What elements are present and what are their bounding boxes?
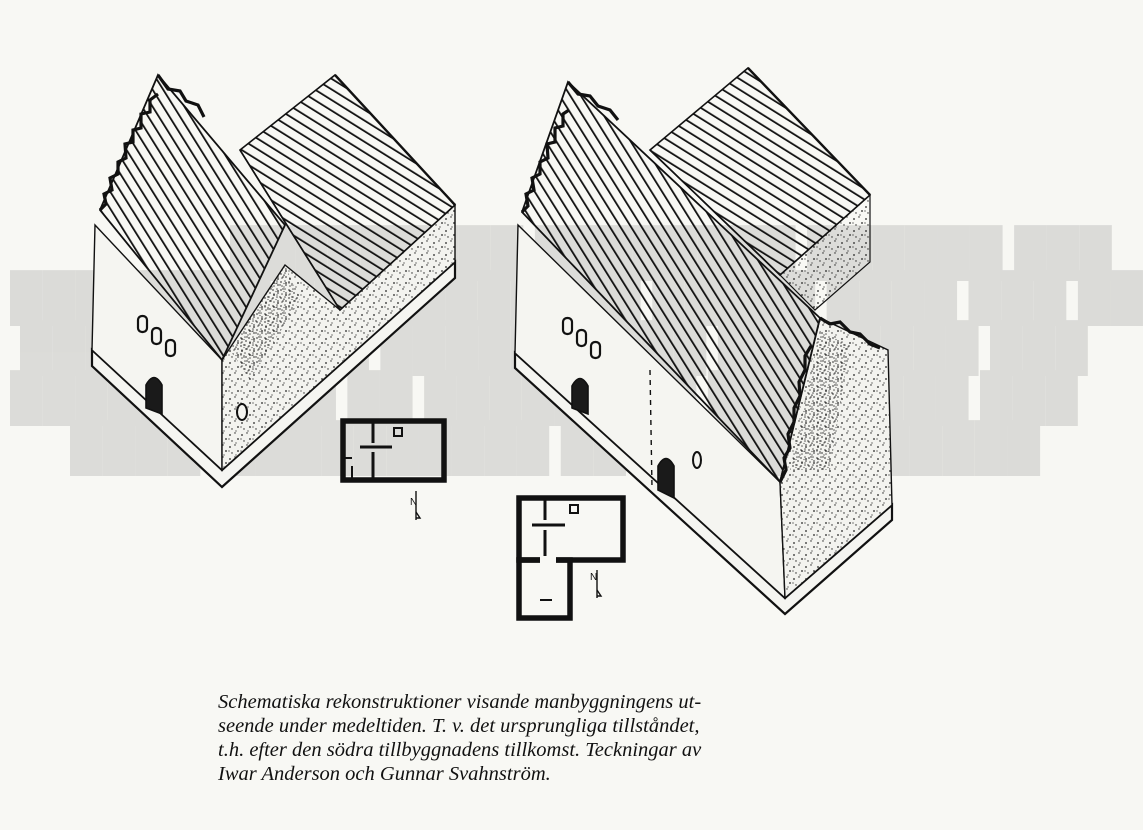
caption-line-2: seende under medeltiden. T. v. det ursprungliga tillståndet, [218, 715, 700, 737]
north-arrow-label-left: N [410, 497, 418, 508]
figure-caption [218, 690, 918, 786]
caption-line-4: Iwar Anderson och Gunnar Svahnström. [218, 763, 551, 785]
building-original-drawing [92, 75, 455, 487]
bleed-through-ghost: ███ ███ ██ ███ ███ [968, 226, 1143, 422]
floor-plan-original [343, 421, 444, 520]
building-extended-drawing [515, 68, 892, 614]
caption-line-3: t.h. efter den södra tillbyggnadens tillkomst. Teckningar av [218, 739, 702, 761]
caption-line-1: Schematiska rekonstruktioner visande manbyggningens ut- [218, 691, 702, 713]
floor-plan-extended [519, 498, 623, 618]
north-arrow-label-right: N [590, 572, 598, 583]
